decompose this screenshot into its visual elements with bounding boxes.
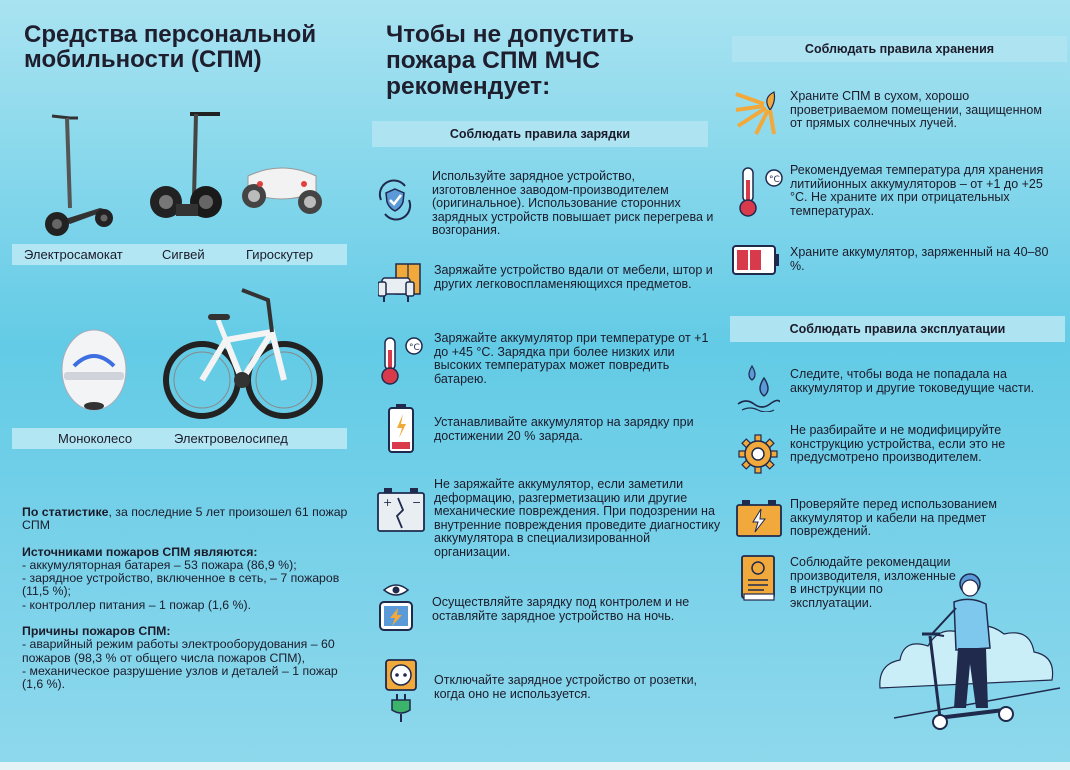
fire-causes-title: Причины пожаров СПМ: [22,624,171,639]
usage-item-2: Не разбирайте и не модифицируйте конструкцию устройства, если это не предусмотрено производителем. [790,423,1006,464]
charging-item-1: Используйте зарядное устройство, изготовленное заводом-производителем (оригинальное). Использование сторонних зарядных устройств повышает риск перегрева и возгорания. [432,169,714,237]
certified-shield-icon [375,178,415,222]
label-segway: Сигвей [162,247,205,262]
damaged-battery-icon [376,486,426,534]
electric-bike-image [162,284,324,422]
thermometer-icon [376,334,428,386]
charging-item-4: Устанавливайте аккумулятор на зарядку при достижении 20 % заряда. [434,415,694,443]
scooter-rider-illustration [874,568,1064,753]
battery-check-icon [736,498,782,538]
water-drops-icon [736,364,780,412]
charging-rules-header: Соблюдать правила зарядки [372,121,708,147]
charging-item-6: Осуществляйте зарядку под контролем и не оставляйте зарядное устройство на ночь. [432,595,690,623]
fire-statistics [22,506,352,705]
storage-item-2: Рекомендуемая температура для хранения литийионных аккумуляторов – от +1 до +25 °С. Не храните их при отрицательных температурах. [790,163,1044,218]
electric-scooter-image [40,108,115,240]
label-electric-bike: Электровелосипед [174,431,288,446]
supervised-charging-icon [376,580,416,634]
label-monowheel: Моноколесо [58,431,133,446]
storage-item-1: Храните СПМ в сухом, хорошо проветриваемом помещении, защищенном от прямых солнечных лучей. [790,89,1042,130]
segway-image [150,108,225,228]
hoverboard-image [240,162,324,220]
charging-item-2: Заряжайте устройство вдали от мебели, штор и других легковоспламеняющихся предметов. [434,263,713,291]
left-title: Средства персональной мобильности (СПМ) [24,21,317,73]
vehicle-labels-row-2 [12,428,347,449]
usage-item-1: Следите, чтобы вода не попадала на аккумулятор и другие токоведущие части. [790,367,1035,395]
low-battery-icon [388,404,414,454]
svg-text:°C: °C [769,175,780,185]
middle-title: Чтобы не допустить пожара СПМ МЧС рекомендует: [386,21,635,100]
label-electric-scooter: Электросамокат [24,247,123,262]
half-charged-battery-icon [732,244,780,276]
svg-text:−: − [412,496,422,509]
fire-sources: Источниками пожаров СПМ являются: - аккумуляторная батарея – 53 пожара (86,9 %); - зарядное устройство, включенное в сеть, – 7 пожаров (11,5 %); - контроллер питания – 1 пожар (1,6 %). [22,544,340,612]
monowheel-image [58,326,130,412]
armchair-icon [378,262,424,304]
usage-rules-header: Соблюдать правила эксплуатации [730,316,1065,342]
sun-rays-icon [734,88,780,136]
usage-item-4: Соблюдайте рекомендации производителя, изложенные в инструкции по эксплуатации. [790,555,956,610]
usage-item-3: Проверяйте перед использованием аккумулятор и кабели на предмет повреждений. [790,497,997,538]
gear-icon [738,434,778,474]
storage-rules-header: Соблюдать правила хранения [732,36,1067,62]
socket-plug-icon [384,658,418,724]
fire-causes: Причины пожаров СПМ: - аварийный режим работы электрооборудования – 60 пожаров (98,3 % от общего числа пожаров СПМ), - механическое разрушение узлов и деталей – 1 пожар (1,6 %). [22,624,338,692]
charging-item-7: Отключайте зарядное устройство от розетки, когда оно не используется. [434,673,698,701]
instruction-manual-icon [738,554,778,602]
vehicle-labels-row-1 [12,244,347,265]
fire-sources-title: Источниками пожаров СПМ являются: [22,544,258,559]
charging-item-5: Не заряжайте аккумулятор, если заметили деформацию, разгерметизацию или другие механические повреждения. При подозрении на внутренние повреждения проведите диагностику аккумулятора в специализированной организации. [434,477,721,559]
storage-thermometer-icon [734,164,786,218]
charging-item-3: Заряжайте аккумулятор при температуре от +1 до +45 °С. Зарядка при более низких или высоких температурах может повредить батарею. [434,331,709,386]
label-hoverboard: Гироскутер [246,247,314,262]
svg-text:+: + [383,496,393,509]
storage-item-3: Храните аккумулятор, заряженный на 40–80 %. [790,245,1049,273]
bottom-strip [0,762,1070,770]
svg-text:°C: °C [409,343,420,353]
stats-intro: По статистике, за последние 5 лет произошел 61 пожар СПМ [22,505,348,533]
